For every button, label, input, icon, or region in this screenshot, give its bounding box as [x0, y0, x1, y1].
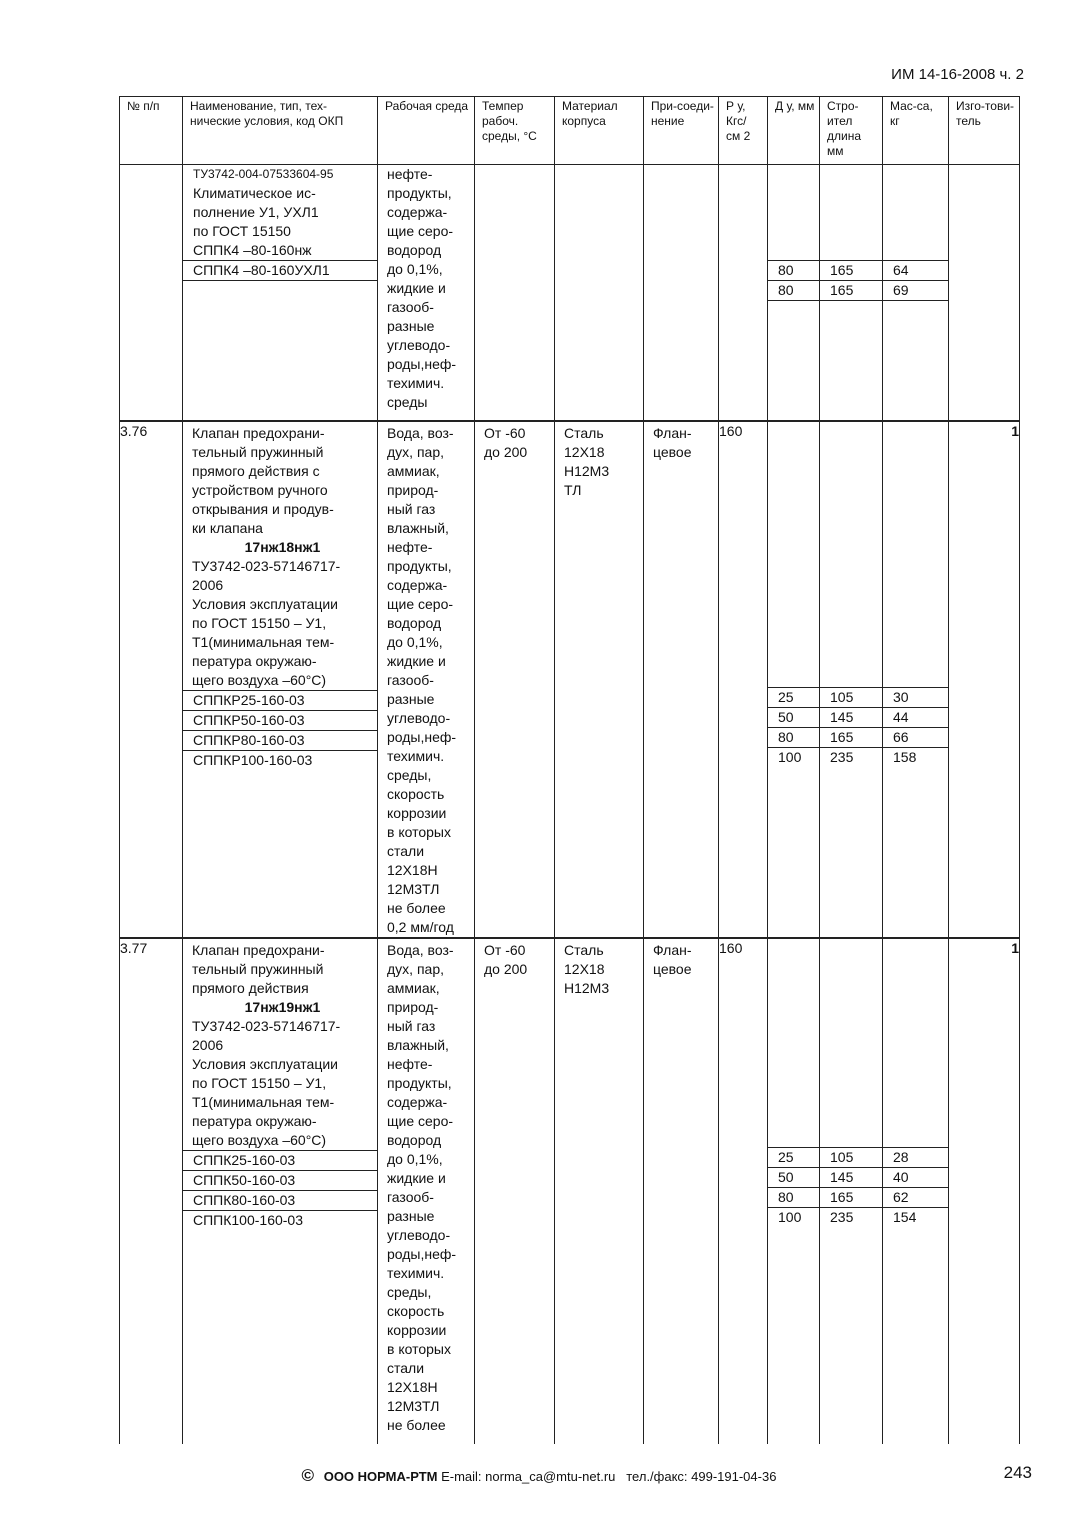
column-header: Наименование, тип, тех-нические условия, код ОКП [183, 97, 378, 165]
table-row [120, 421, 1020, 938]
dn-value: 80 [768, 281, 819, 301]
name-line: 2006 [192, 1036, 224, 1053]
valve-type: 17нж18нж1 [244, 538, 321, 555]
pressure-cell [719, 165, 768, 421]
maker-cell [949, 165, 1020, 421]
table-row [120, 938, 1020, 1444]
medium-line: углеводо- [387, 1226, 451, 1243]
medium-line: техимич. [387, 747, 445, 764]
name-line: Клапан предохрани- [192, 941, 325, 958]
name-line: Т1(минимальная тем- [192, 1093, 335, 1110]
variant-name: СППК4 –80-160нж [193, 242, 312, 258]
name-line: 2006 [192, 576, 224, 593]
column-header: Изго-тови-тель [949, 97, 1020, 165]
mass-cell [883, 938, 949, 1444]
medium-line: продукты, [387, 557, 452, 574]
medium-line: ный газ [387, 500, 436, 517]
spec-code: ТУ3742-004-07533604-95 [193, 167, 334, 181]
mass-value: 64 [883, 260, 948, 281]
medium-line: влажный, [387, 1036, 449, 1053]
length-value: 235 [830, 748, 854, 765]
variant-name: СППК4 –80-160УХЛ1 [183, 260, 377, 281]
medium-line: стали [387, 1359, 425, 1376]
medium-line: скорость [387, 785, 445, 802]
medium-line: продукты, [387, 185, 452, 201]
medium-line: газооб- [387, 1188, 434, 1205]
medium-line: газооб- [387, 299, 434, 315]
dn-value: 100 [778, 748, 802, 765]
table-header-row [120, 97, 1020, 165]
pressure-cell: 160 [719, 421, 768, 938]
material-line: 12Х18 [564, 960, 605, 977]
medium-line: техимич. [387, 1264, 445, 1281]
medium-line: разные [387, 1207, 435, 1224]
mass-cell [883, 165, 949, 421]
medium-line: углеводо- [387, 337, 451, 353]
medium-line: не более [387, 1416, 446, 1433]
column-header: Темпер рабоч. среды, °С [475, 97, 555, 165]
medium-line: щие серо- [387, 223, 454, 239]
material-cell [555, 938, 644, 1444]
name-line: прямого действия [192, 979, 309, 996]
dn-cell [768, 938, 820, 1444]
variant-name: СППК100-160-03 [193, 1211, 304, 1228]
medium-line: щие серо- [387, 1112, 454, 1129]
temp-cell [475, 165, 555, 421]
variant-name: СППК50-160-03 [183, 1171, 377, 1191]
column-header: Д у, мм [768, 97, 820, 165]
copyright-icon: © [301, 1466, 315, 1485]
name-line: Климатическое ис- [193, 185, 316, 201]
connection-line: цевое [653, 443, 692, 460]
variant-name: СППКР100-160-03 [193, 751, 313, 768]
length-cell [820, 421, 883, 938]
medium-line: 0,2 мм/год [387, 918, 454, 935]
length-value: 105 [820, 687, 882, 708]
medium-line: нефте- [387, 1055, 433, 1072]
temp-line: до 200 [484, 960, 528, 977]
num-cell [120, 165, 183, 421]
material-line: Н12М3 [564, 979, 610, 996]
variant-name: СППК25-160-03 [183, 1150, 377, 1171]
dn-cell [768, 421, 820, 938]
length-value: 235 [830, 1208, 854, 1225]
medium-line: жидкие и [387, 280, 446, 296]
medium-line: ный газ [387, 1017, 436, 1034]
medium-line: разные [387, 690, 435, 707]
mass-value: 66 [883, 728, 948, 748]
connection-line: цевое [653, 960, 692, 977]
length-value: 145 [820, 1168, 882, 1188]
medium-line: 12М3ТЛ [387, 1397, 440, 1414]
name-line: по ГОСТ 15150 – У1, [192, 1074, 327, 1091]
medium-line: до 0,1%, [387, 1150, 443, 1167]
maker-cell: 1 [949, 421, 1020, 938]
name-line: прямого действия с [192, 462, 320, 479]
medium-cell [378, 421, 475, 938]
dn-value: 100 [778, 1208, 802, 1225]
medium-line: дух, пар, [387, 960, 444, 977]
name-line: по ГОСТ 15150 [193, 223, 291, 239]
medium-line: роды,неф- [387, 1245, 457, 1262]
mass-value: 69 [883, 281, 948, 301]
medium-line: аммиак, [387, 462, 440, 479]
variant-name: СППКР25-160-03 [183, 690, 377, 711]
length-value: 165 [820, 281, 882, 301]
temp-line: до 200 [484, 443, 528, 460]
medium-line: Вода, воз- [387, 424, 454, 441]
column-header: № п/п [120, 97, 183, 165]
length-value: 165 [820, 260, 882, 281]
name-line: пература окружаю- [192, 1112, 317, 1129]
medium-line: жидкие и [387, 1169, 446, 1186]
medium-cell [378, 938, 475, 1444]
name-cell [183, 165, 378, 421]
medium-line: аммиак, [387, 979, 440, 996]
maker-cell: 1 [949, 938, 1020, 1444]
name-line: ТУ3742-023-57146717- [192, 1017, 341, 1034]
mass-cell [883, 421, 949, 938]
medium-line: 12Х18Н [387, 1378, 438, 1395]
length-value: 145 [820, 708, 882, 728]
name-cell [183, 421, 378, 938]
mass-value: 158 [893, 748, 917, 765]
length-cell [820, 165, 883, 421]
connection-cell [644, 938, 719, 1444]
mass-value: 62 [883, 1188, 948, 1208]
dn-value: 80 [768, 1188, 819, 1208]
dn-value: 50 [768, 1168, 819, 1188]
variant-name: СППКР80-160-03 [183, 731, 377, 751]
table-row [120, 165, 1020, 421]
medium-line: среды [387, 394, 428, 410]
name-line: щего воздуха –60°С) [192, 671, 327, 688]
medium-line: содержа- [387, 204, 448, 220]
pressure-cell: 160 [719, 938, 768, 1444]
medium-line: скорость [387, 1302, 445, 1319]
dn-value: 25 [768, 687, 819, 708]
document-code: ИМ 14-16-2008 ч. 2 [891, 66, 1024, 83]
name-line: полнение У1, УХЛ1 [193, 204, 319, 220]
dn-value: 25 [768, 1147, 819, 1168]
medium-line: техимич. [387, 375, 445, 391]
medium-line: жидкие и [387, 652, 446, 669]
material-line: Сталь [564, 424, 604, 441]
medium-line: природ- [387, 481, 439, 498]
connection-cell [644, 421, 719, 938]
medium-line: 12М3ТЛ [387, 880, 440, 897]
medium-line: коррозии [387, 804, 447, 821]
column-header: Р у, Кгс/ см 2 [719, 97, 768, 165]
valve-type: 17нж19нж1 [244, 998, 321, 1015]
page-number: 243 [1003, 1463, 1032, 1482]
column-header: Мас-са, кг [883, 97, 949, 165]
page-footer [0, 1466, 1078, 1486]
material-cell [555, 421, 644, 938]
length-value: 105 [820, 1147, 882, 1168]
material-cell [555, 165, 644, 421]
name-cell [183, 938, 378, 1444]
name-line: пература окружаю- [192, 652, 317, 669]
medium-line: углеводо- [387, 709, 451, 726]
medium-line: водород [387, 1131, 442, 1148]
name-line: Условия эксплуатации [192, 1055, 338, 1072]
dn-value: 80 [768, 728, 819, 748]
length-cell [820, 938, 883, 1444]
medium-line: до 0,1%, [387, 633, 443, 650]
connection-line: Флан- [653, 424, 692, 441]
medium-line: в которых [387, 1340, 451, 1357]
num-cell: 3.76 [120, 421, 183, 938]
temp-line: От -60 [484, 941, 526, 958]
variant-name: СППК80-160-03 [183, 1191, 377, 1211]
material-line: Сталь [564, 941, 604, 958]
length-value: 165 [820, 1188, 882, 1208]
material-line: 12Х18 [564, 443, 605, 460]
mass-value: 28 [883, 1147, 948, 1168]
dn-value: 50 [768, 708, 819, 728]
medium-line: содержа- [387, 576, 448, 593]
medium-line: водород [387, 242, 442, 258]
mass-value: 154 [893, 1208, 917, 1225]
medium-line: до 0,1%, [387, 261, 443, 277]
column-header: При-соеди-нение [644, 97, 719, 165]
connection-cell [644, 165, 719, 421]
medium-line: природ- [387, 998, 439, 1015]
material-line: ТЛ [564, 481, 582, 498]
medium-line: коррозии [387, 1321, 447, 1338]
company-name: ООО НОРМА-РТМ [323, 1469, 438, 1484]
mass-value: 30 [883, 687, 948, 708]
medium-line: роды,неф- [387, 356, 457, 372]
name-line: ки клапана [192, 519, 263, 536]
medium-line: дух, пар, [387, 443, 444, 460]
medium-line: роды,неф- [387, 728, 457, 745]
medium-cell [378, 165, 475, 421]
name-line: по ГОСТ 15150 – У1, [192, 614, 327, 631]
specification-table [119, 96, 1020, 1444]
name-line: Условия эксплуатации [192, 595, 338, 612]
connection-line: Флан- [653, 941, 692, 958]
name-line: Клапан предохрани- [192, 424, 325, 441]
name-line: Т1(минимальная тем- [192, 633, 335, 650]
name-line: тельный пружинный [192, 960, 324, 977]
dn-value: 80 [768, 260, 819, 281]
name-line: тельный пружинный [192, 443, 324, 460]
footer-phone: тел./факс: 499-191-04-36 [626, 1469, 777, 1484]
mass-value: 44 [883, 708, 948, 728]
medium-line: газооб- [387, 671, 434, 688]
temp-cell [475, 421, 555, 938]
medium-line: среды, [387, 1283, 432, 1300]
medium-line: стали [387, 842, 425, 859]
medium-line: среды, [387, 766, 432, 783]
medium-line: содержа- [387, 1093, 448, 1110]
temp-cell [475, 938, 555, 1444]
medium-line: щие серо- [387, 595, 454, 612]
name-line: устройством ручного [192, 481, 328, 498]
name-line: щего воздуха –60°С) [192, 1131, 327, 1148]
medium-line: водород [387, 614, 442, 631]
name-line: ТУ3742-023-57146717- [192, 557, 341, 574]
medium-line: в которых [387, 823, 451, 840]
material-line: Н12М3 [564, 462, 610, 479]
footer-email: E-mail: norma_ca@mtu-net.ru [441, 1469, 616, 1484]
mass-value: 40 [883, 1168, 948, 1188]
length-value: 165 [820, 728, 882, 748]
medium-line: Вода, воз- [387, 941, 454, 958]
medium-line: нефте- [387, 538, 433, 555]
name-line: открывания и продув- [192, 500, 334, 517]
column-header: Материал корпуса [555, 97, 644, 165]
medium-line: нефте- [387, 166, 433, 182]
column-header: Стро-ител длина мм [820, 97, 883, 165]
medium-line: разные [387, 318, 435, 334]
column-header: Рабочая среда [378, 97, 475, 165]
num-cell: 3.77 [120, 938, 183, 1444]
medium-line: 12Х18Н [387, 861, 438, 878]
medium-line: продукты, [387, 1074, 452, 1091]
medium-line: не более [387, 899, 446, 916]
medium-line: влажный, [387, 519, 449, 536]
variant-name: СППКР50-160-03 [183, 711, 377, 731]
dn-cell [768, 165, 820, 421]
temp-line: От -60 [484, 424, 526, 441]
